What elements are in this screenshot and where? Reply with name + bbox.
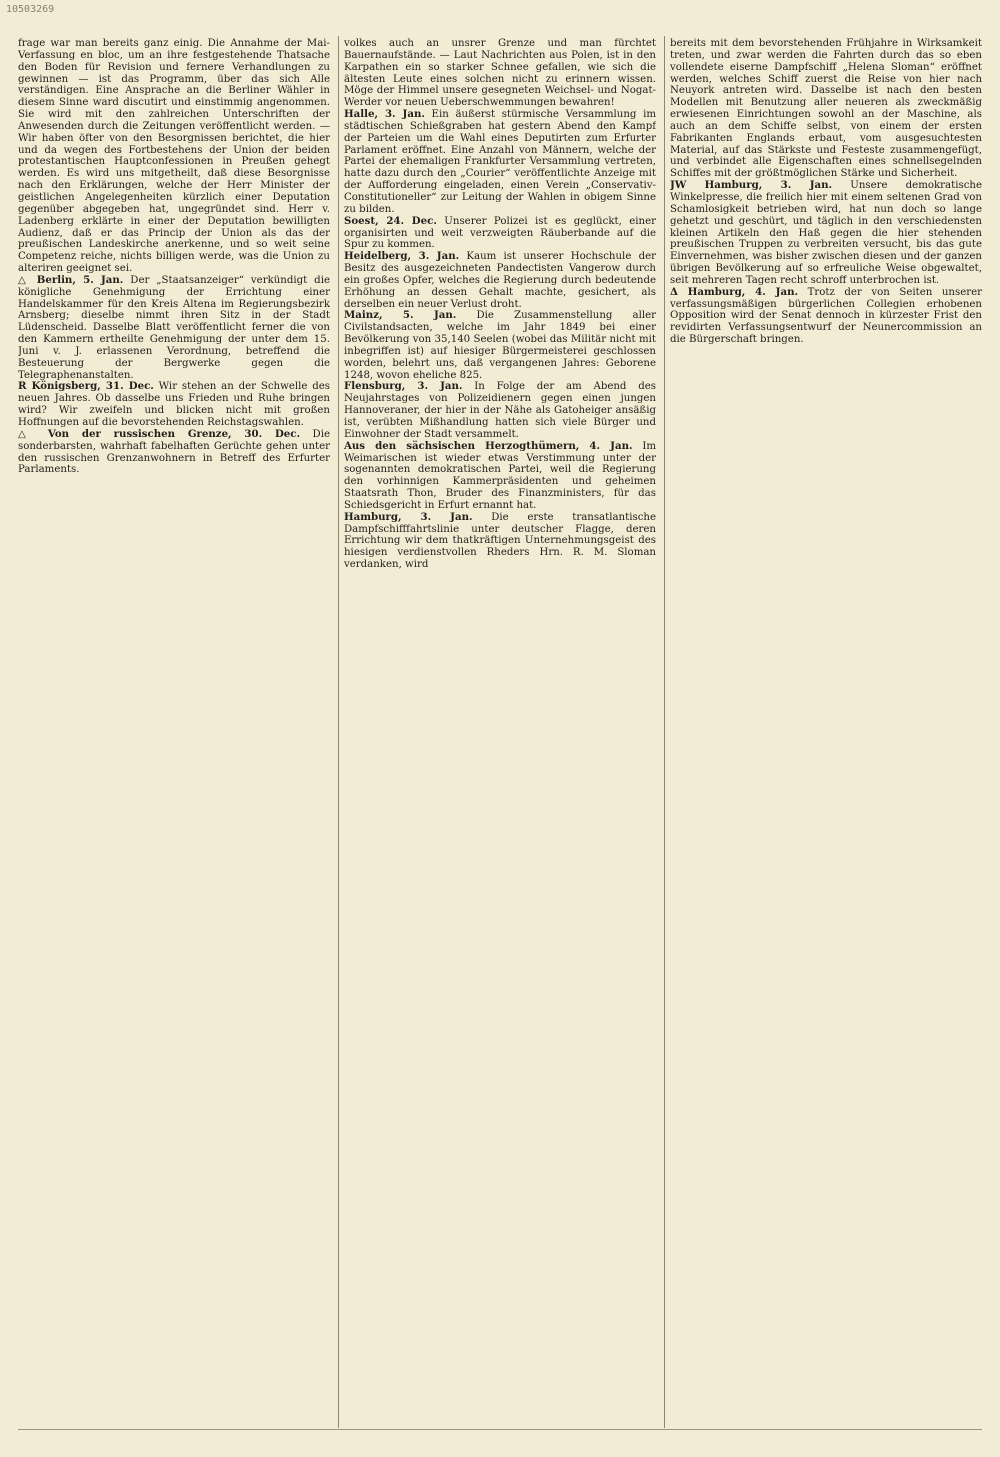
article-text: Kaum ist unserer Hochschule der Besitz des ausgezeichneten Pandectisten Vangerow durch ein großes Opfer, welches die Regierung durch bedeutende Erhöhung an dessen Gehalt machte, gesichert, als derselben ein neuer Verlust droht. bbox=[344, 251, 656, 310]
article-dateline: Halle, 3. Jan. bbox=[344, 108, 425, 121]
article-block bbox=[670, 38, 982, 180]
article-block bbox=[18, 38, 330, 275]
column-rule-2 bbox=[664, 36, 665, 1428]
article-dateline: JW Hamburg, 3. Jan. bbox=[670, 179, 833, 192]
article-block bbox=[344, 310, 656, 381]
column-rule-1 bbox=[338, 36, 339, 1428]
article-block bbox=[18, 275, 330, 382]
article-dateline: Mainz, 5. Jan. bbox=[344, 309, 457, 322]
article-dateline: Δ Hamburg, 4. Jan. bbox=[670, 285, 799, 298]
article-text: Wir stehen an der Schwelle des neuen Jahres. Ob dasselbe uns Frieden und Ruhe bringen wird? Wir zweifeln und blicken nicht mit großen Hoffnungen auf die bevorstehenden Reichstagswahlen. bbox=[18, 381, 330, 428]
article-dateline: △ Von der russischen Grenze, 30. Dec. bbox=[18, 427, 301, 440]
article-dateline: △ Berlin, 5. Jan. bbox=[18, 273, 124, 286]
column-3 bbox=[670, 38, 982, 1423]
article-block bbox=[18, 381, 330, 428]
article-block bbox=[344, 38, 656, 109]
article-dateline: Hamburg, 3. Jan. bbox=[344, 510, 473, 523]
article-block bbox=[344, 512, 656, 571]
column-1 bbox=[18, 38, 330, 1423]
article-dateline: Soest, 24. Dec. bbox=[344, 214, 437, 227]
article-block bbox=[344, 216, 656, 252]
article-text: bereits mit dem bevorstehenden Frühjahre in Wirksamkeit treten, und zwar werden die Fahrten durch das so eben vollendete eiserne Dampfschiff „Helena Sloman“ eröffnet werden, welches Schiff zuerst die Reise von hier nach Neuyork antreten wird. Dasselbe ist nach den besten Modellen mit Benutzung aller neueren als zweckmäßig erwiesenen Einrichtungen sowohl an der Maschine, als auch an dem Schiffe selbst, von einem der ersten Fabrikanten Englands erbaut, vom ausgesuchtesten Material, auf das Stärkste und Festeste zusammengefügt, und verbindet alle Eigenschaften eines schnellsegelnden Schiffes mit der größtmöglichen Stärke und Sicherheit. bbox=[670, 38, 982, 180]
article-block bbox=[344, 381, 656, 440]
bottom-rule bbox=[18, 1429, 982, 1430]
article-text: Trotz der von Seiten unserer verfassungsmäßigen bürgerlichen Collegien erhobenen Opposition wird der Senat dennoch in kürzester Frist den revidirten Verfassungsentwurf der Neunercommission an die Bürgerschaft bringen. bbox=[670, 286, 982, 346]
article-block bbox=[18, 429, 330, 476]
article-text: Ein äußerst stürmische Versammlung im städtischen Schießgraben hat gestern Abend den Kampf der Parteien um die Wahl eines Deputirten zum Erfurter Parlament eröffnet. Eine Anzahl von Männern, welche der Partei der ehemaligen Frankfurter Versammlung vertreten, hatte dazu durch den „Courier“ veröffentlichte Anzeige mit der Aufforderung eingeladen, einen Verein „Conservativ-Constitutioneller“ zur Leitung der Wahlen in obigem Sinne zu bilden. bbox=[344, 109, 656, 215]
article-text: Unserer Polizei ist es geglückt, einer organisirten und weit verzweigten Räuberbande auf die Spur zu kommen. bbox=[344, 215, 656, 251]
article-text: Die erste transatlantische Dampfschifffahrtslinie unter deutscher Flagge, deren Errichtung wir dem thatkräftigen Unternehmungsgeist des hiesigen verdienstvollen Rheders Hrn. R. M. Sloman verdanken, wird bbox=[344, 511, 656, 571]
article-text: Die Zusammenstellung aller Civilstandsacten, welche im Jahr 1849 bei einer Bevölkerung von 35,140 Seelen (wobei das Militär nicht mit inbegriffen ist) auf hiesiger Bürgermeisterei geschlossen worden, belehrt uns, daß vergangenen Jahres: Geborene 1248, wovon eheliche 825. bbox=[344, 310, 656, 381]
article-dateline: R Königsberg, 31. Dec. bbox=[18, 380, 154, 393]
article-text: Die sonderbarsten, wahrhaft fabelhaften Gerüchte gehen unter den russischen Grenzanwohnern in Betreff des Erfurter Parlaments. bbox=[18, 428, 330, 476]
article-block bbox=[344, 109, 656, 216]
article-block bbox=[670, 180, 982, 287]
article-text: Der „Staatsanzeiger“ verkündigt die königliche Genehmigung der Errichtung einer Handelskammer für den Kreis Altena im Regierungsbezirk Arnsberg; dieselbe nimmt ihren Sitz in der Stadt Lüdenscheid. Dasselbe Blatt veröffentlicht ferner die von den Kammern ertheilte Genehmigung der unter dem 15. Juni v. J. erlassenen Verordnung, betreffend die Besteuerung der Bergwerke gegen die Telegraphenanstalten. bbox=[18, 274, 330, 381]
article-block bbox=[344, 441, 656, 512]
column-2 bbox=[344, 38, 656, 1423]
page-number: 10503269 bbox=[6, 4, 55, 15]
article-block bbox=[670, 287, 982, 346]
article-text: volkes auch an unsrer Grenze und man fürchtet Bauernaufstände. — Laut Nachrichten aus Polen, ist in den Karpathen ein so starker Schnee gefallen, wie sich die ältesten Leute eines solchen nicht zu erinnern wissen. Möge der Himmel unsere gesegneten Weichsel- und Nogat-Werder vor neuen Ueberschwemmungen bewahren! bbox=[344, 38, 656, 109]
article-block bbox=[344, 251, 656, 310]
article-dateline: Heidelberg, 3. Jan. bbox=[344, 250, 460, 263]
article-dateline: Aus den sächsischen Herzogthümern, 4. Jan. bbox=[344, 439, 633, 452]
article-text: Im Weimarischen ist wieder etwas Verstimmung unter der sogenannten demokratischen Partei, weil die Regierung den vorhinnigen Kammerpräsidenten und geheimen Staatsrath Thon, Bruder des Finanzministers, für das Schiedsgericht in Erfurt ernannt hat. bbox=[344, 440, 656, 511]
article-text: In Folge der am Abend des Neujahrstages von Polizeidienern gegen einen jungen Hannoveraner, der hier in der Nähe als Gatoheiger ansäßig ist, verübten Mißhandlung hatten sich viele Bürger und Einwohner der Stadt versammelt. bbox=[344, 381, 656, 440]
article-dateline: Flensburg, 3. Jan. bbox=[344, 380, 463, 393]
article-text: Unsere demokratische Winkelpresse, die freilich hier mit einem seltenen Grad von Schamlosigkeit betrieben wird, hat nun doch so lange gehetzt und geschürt, und täglich in den verschiedensten kleinen Artikeln den Haß gegen die hier stehenden preußischen Truppen zu verbreiten versucht, bis das gute Einvernehmen, was bisher zwischen diesen und der ganzen übrigen Bevölkerung auf so erfreuliche Weise obgewaltet, seit mehreren Tagen recht schroff unterbrochen ist. bbox=[670, 180, 982, 286]
article-text: frage war man bereits ganz einig. Die Annahme der Mai-Verfassung en bloc, um an ihre festgestehende Thatsache den Boden für Revision und fernere Verhandlungen zu gewinnen — ist das Programm, über das sich Alle verständigen. Eine Ansprache an die Berliner Wähler in diesem Sinne ward discutirt und einstimmig angenommen. Sie wird mit den zahlreichen Unterschriften der Anwesenden durch die Zeitungen veröffentlicht werden. — Wir haben öfter von den Besorgnissen berichtet, die hier und da wegen des Fortbestehens der Union der beiden protestantischen Hauptconfessionen in Preußen gehegt werden. Es wird uns mitgetheilt, daß diese Besorgnisse nach den Erklärungen, welche der Herr Minister der geistlichen Angelegenheiten kürzlich einer Deputation gegenüber abgegeben hat, ungegründet sind. Herr v. Ladenberg erklärte in einer der Deputation bewilligten Audienz, daß er das Princip der Union als das der preußischen Landeskirche anerkenne, und so weit seine Competenz reiche, nichts billigen werde, was die Union zu alteriren geeignet sei. bbox=[18, 38, 330, 275]
